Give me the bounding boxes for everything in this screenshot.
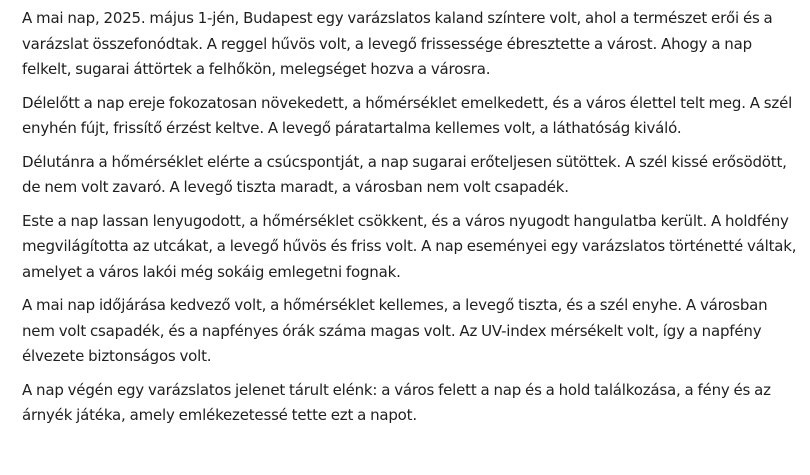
paragraph-morning: A mai nap, 2025. május 1-jén, Budapest egy varázslatos kaland színtere volt, ahol a természet erői és a varázslat összefonódtak. A reggel hűvös volt, a levegő frissessége ébresztette a várost. Ahogy a nap felkelt, sugarai áttörtek a felhőkön, melegséget hozva a városra. [22,9,773,78]
paragraph-summary: A mai nap időjárása kedvező volt, a hőmérséklet kellemes, a levegő tiszta, és a szél enyhe. A városban nem volt csapadék, és a napfényes órák száma magas volt. Az UV-index mérsékelt volt, így a napfény élvezete biztonságos volt. [22,296,768,365]
paragraph-closing: A nap végén egy varázslatos jelenet tárult elénk: a város felett a nap és a hold találkozása, a fény és az árnyék játéka, amely emlékezetessé tette ezt a napot. [22,380,771,424]
paragraph-forenoon: Délelőtt a nap ereje fokozatosan növekedett, a hőmérséklet emelkedett, és a város élettel telt meg. A szél enyhén fújt, frissítő érzést keltve. A levegő páratartalma kellemes volt, a láthatóság kiváló. [22,93,793,137]
paragraph-afternoon: Délutánra a hőmérséklet elérte a csúcspontját, a nap sugarai erőteljesen sütöttek. A szél kissé erősödött, de nem volt zavaró. A levegő tiszta maradt, a városban nem volt csapadék. [22,152,787,196]
paragraph-evening: Este a nap lassan lenyugodott, a hőmérséklet csökkent, és a város nyugodt hangulatba került. A holdfény megvilágította az utcákat, a levegő hűvös és friss volt. A nap eseményei egy varázslatos történetté váltak, amelyet a város lakói még sokáig emlegetni fognak. [22,211,797,281]
